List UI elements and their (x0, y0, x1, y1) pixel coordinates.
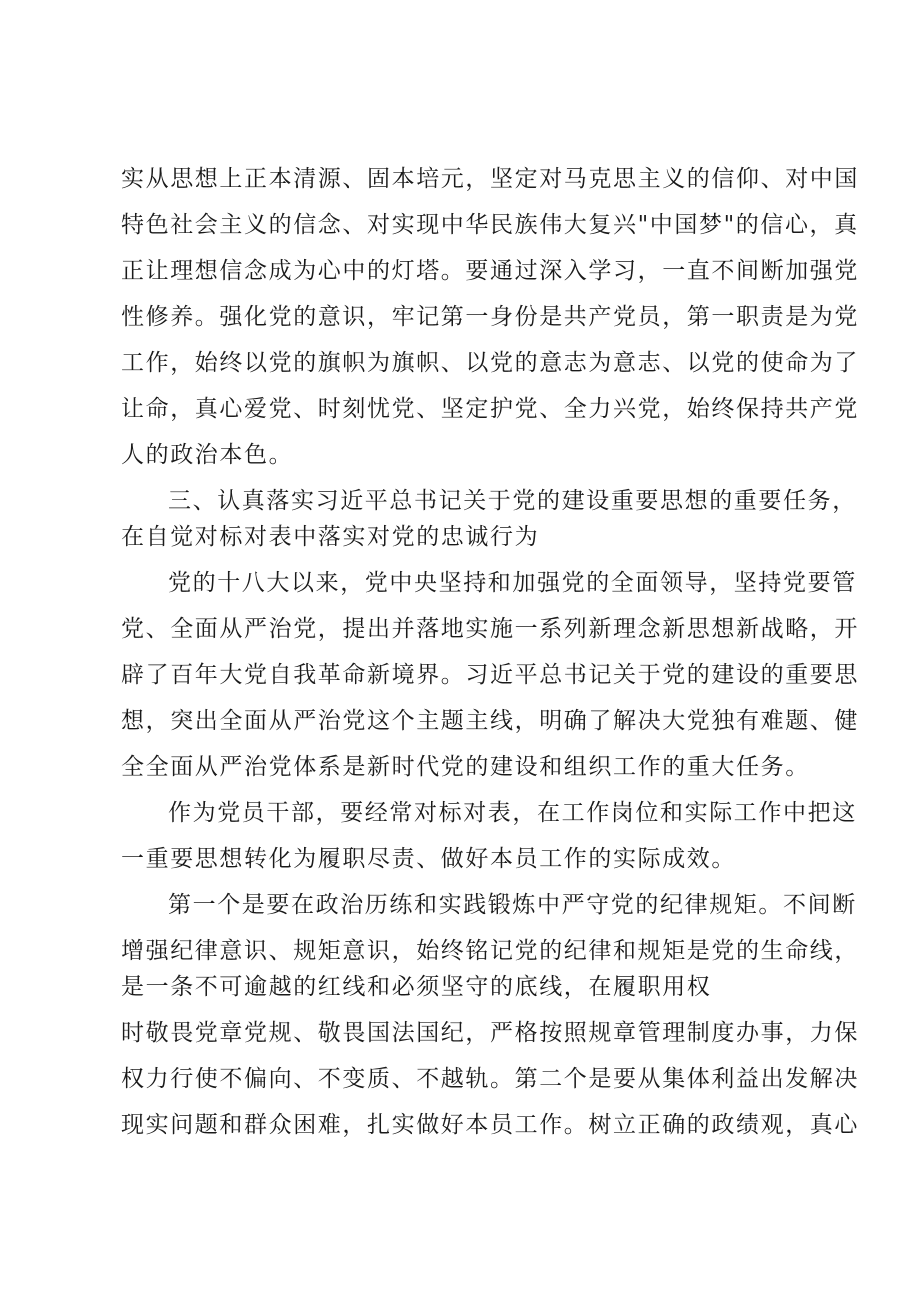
text-line: 全全面从严治党体系是新时代党的建设和组织工作的重大任务。 (121, 754, 810, 780)
text-line: 第一个是要在政治历练和实践锻炼中严守党的纪律规矩。不间断 (168, 892, 857, 918)
section-heading: 三、认真落实习近平总书记关于党的建设重要思想的重要任务， (168, 488, 857, 514)
text-line: 增强纪律意识、规矩意识，始终铭记党的纪律和规矩是党的生命线， (121, 938, 859, 964)
text-line: 现实问题和群众困难，扎实做好本员工作。树立正确的政绩观，真心 (121, 1112, 859, 1138)
text-line: 一重要思想转化为履职尽责、做好本员工作的实际成效。 (121, 846, 736, 872)
text-line: 党的十八大以来，党中央坚持和加强党的全面领导，坚持党要管 (168, 570, 857, 596)
text-line: 人的政治本色。 (121, 442, 294, 468)
text-line: 想，突出全面从严治党这个主题主线，明确了解决大党独有难题、健 (121, 708, 859, 734)
section-heading-cont: 在自觉对标对表中落实对党的忠诚行为 (121, 524, 540, 550)
text-line: 是一条不可逾越的红线和必须坚守的底线，在履职用权 (121, 974, 712, 1000)
text-line: 作为党员干部，要经常对标对表，在工作岗位和实际工作中把这 (168, 800, 857, 826)
text-line: 时敬畏党章党规、敬畏国法国纪，严格按照规章管理制度办事，力保 (121, 1020, 859, 1046)
text-line: 实从思想上正本清源、固本培元，坚定对马克思主义的信仰、对中国 (121, 166, 859, 192)
text-line: 辟了百年大党自我革命新境界。习近平总书记关于党的建设的重要思 (121, 662, 859, 688)
text-line: 让命，真心爱党、时刻忧党、坚定护党、全力兴党，始终保持共产党 (121, 396, 859, 422)
text-line: 工作，始终以党的旗帜为旗帜、以党的意志为意志、以党的使命为了 (121, 350, 859, 376)
text-line: 权力行使不偏向、不变质、不越轨。第二个是要从集体利益出发解决 (121, 1066, 859, 1092)
text-line: 性修养。强化党的意识，牢记第一身份是共产党员，第一职责是为党 (121, 304, 859, 330)
text-line: 正让理想信念成为心中的灯塔。要通过深入学习，一直不间断加强党 (121, 258, 859, 284)
text-line: 特色社会主义的信念、对实现中华民族伟大复兴"中国梦"的信心，真 (121, 212, 859, 238)
text-line: 党、全面从严治党，提出并落地实施一系列新理念新思想新战略，开 (121, 616, 859, 642)
